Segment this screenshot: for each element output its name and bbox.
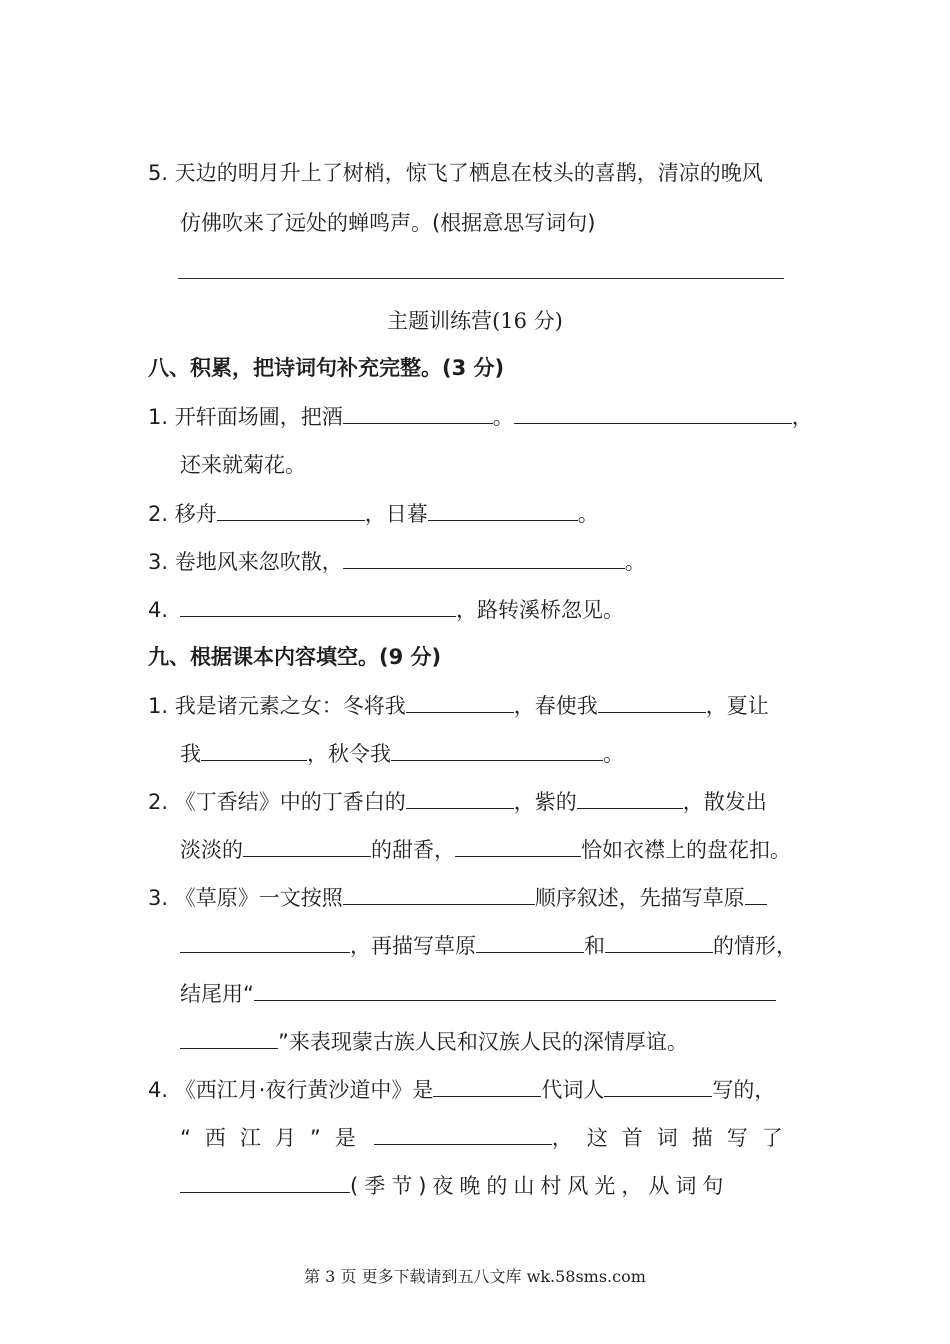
s9-item3-line4 — [180, 1026, 688, 1057]
s8-item3-text-a: 3. 卷地风来忽吹散， — [148, 550, 343, 574]
s8-item1-text-a: 1. 开轩面场圃，把酒 — [148, 405, 343, 429]
s9-item2-text-d: 淡淡的 — [180, 838, 243, 862]
q5-line2: 仿佛吹来了远处的蝉鸣声。(根据意思写词句) — [180, 211, 596, 235]
blank[interactable] — [254, 978, 776, 1001]
blank[interactable] — [343, 546, 625, 569]
s9-item3-text-e: 的情形， — [713, 934, 797, 958]
s9-item1-text-d: 我 — [180, 742, 201, 766]
q5-answer-line[interactable] — [178, 278, 784, 279]
s9-item1-text-b: ，春使我 — [513, 694, 598, 718]
blank[interactable] — [180, 594, 456, 617]
s8-item1-text-b: 。 — [492, 405, 514, 429]
s9-item3-text-c: ，再描写草原 — [350, 934, 476, 958]
s8-item3 — [148, 546, 646, 577]
s9-item4-text-d: “西江月”是 — [180, 1126, 370, 1150]
s9-item4-text-e: ，这首词描写了 — [551, 1126, 797, 1150]
s9-item3-text-f: 结尾用“ — [180, 982, 254, 1006]
s9-item3-text-b: 顺序叙述，先描写草原 — [534, 886, 745, 910]
blank[interactable] — [217, 498, 365, 521]
blank[interactable] — [455, 834, 581, 857]
blank[interactable] — [201, 738, 307, 761]
s8-item4-text-a: 4. — [148, 598, 169, 622]
s8-item2 — [148, 498, 599, 529]
s9-item4-text-c: 写的， — [712, 1078, 776, 1102]
blank[interactable] — [406, 786, 514, 809]
s9-item2-text-a: 2. 《丁香结》中的丁香白的 — [148, 790, 406, 814]
blank[interactable] — [343, 882, 535, 905]
blank[interactable] — [180, 1026, 278, 1049]
s8-item4-text-b: ，路转溪桥忽见。 — [456, 598, 625, 622]
s9-item2-line2 — [180, 834, 791, 865]
s9-item4-text-b: 代词人 — [541, 1078, 605, 1102]
blank[interactable] — [180, 1170, 350, 1193]
s8-item1-text-c: ， — [791, 405, 813, 429]
blank[interactable] — [514, 401, 792, 424]
s8-item4 — [148, 594, 624, 625]
s9-item4-text-f: (季节)夜晚的山村风光，从词句 — [350, 1174, 730, 1198]
blank[interactable] — [605, 930, 713, 953]
s9-item2-text-b: ，紫的 — [513, 790, 577, 814]
s8-item2-text-a: 2. 移舟 — [148, 502, 217, 526]
s9-item1-text-c: ，夏让 — [705, 694, 769, 718]
s9-item4-line3 — [180, 1170, 729, 1201]
s8-heading: 八、积累，把诗词句补充完整。(3 分) — [148, 356, 505, 380]
s9-heading: 九、根据课本内容填空。(9 分) — [148, 645, 442, 669]
page-footer: 第 3 页 更多下载请到五八文库 wk.58sms.com — [304, 1267, 646, 1286]
blank[interactable] — [577, 786, 683, 809]
blank[interactable] — [428, 498, 578, 521]
s9-item3-line2 — [180, 930, 797, 961]
blank[interactable] — [406, 690, 514, 713]
s8-item1-line2: 还来就菊花。 — [180, 453, 306, 477]
s9-item4-text-a: 4. 《西江月·夜行黄沙道中》是 — [148, 1078, 434, 1102]
blank[interactable] — [745, 882, 767, 905]
blank[interactable] — [598, 690, 706, 713]
s9-item2-text-f: 恰如衣襟上的盘花扣。 — [581, 838, 791, 862]
s9-item3-line3 — [180, 978, 776, 1009]
blank[interactable] — [374, 1122, 552, 1145]
s9-item3-text-d: 和 — [584, 934, 605, 958]
s8-item1-line1 — [148, 401, 813, 432]
blank[interactable] — [180, 930, 350, 953]
s9-item1-line1 — [148, 690, 769, 721]
s9-item2-line1 — [148, 786, 767, 817]
s9-item1-text-e: ，秋令我 — [307, 742, 391, 766]
blank[interactable] — [476, 930, 584, 953]
s9-item3-text-g: ”来表现蒙古族人民和汉族人民的深情厚谊。 — [278, 1030, 688, 1054]
s9-item4-line2 — [180, 1122, 797, 1153]
blank[interactable] — [343, 401, 493, 424]
s9-item4-line1 — [148, 1074, 775, 1105]
s9-item1-text-f: 。 — [603, 742, 624, 766]
s9-item2-text-e: 的甜香， — [371, 838, 455, 862]
blank[interactable] — [243, 834, 371, 857]
s9-item2-text-c: ，散发出 — [682, 790, 767, 814]
section-title: 主题训练营(16 分) — [387, 309, 563, 333]
blank[interactable] — [391, 738, 603, 761]
s9-item3-text-a: 3. 《草原》一文按照 — [148, 886, 343, 910]
s9-item1-line2 — [180, 738, 624, 769]
s9-item1-text-a: 1. 我是诸元素之女：冬将我 — [148, 694, 406, 718]
s9-item3-line1 — [148, 882, 767, 913]
s8-item3-text-b: 。 — [624, 550, 646, 574]
s8-item2-text-b: ，日暮 — [364, 502, 428, 526]
blank[interactable] — [604, 1074, 712, 1097]
q5-line1: 5. 天边的明月升上了树梢，惊飞了栖息在枝头的喜鹊，清凉的晚风 — [148, 161, 763, 185]
s8-item2-text-c: 。 — [577, 502, 599, 526]
blank[interactable] — [433, 1074, 541, 1097]
